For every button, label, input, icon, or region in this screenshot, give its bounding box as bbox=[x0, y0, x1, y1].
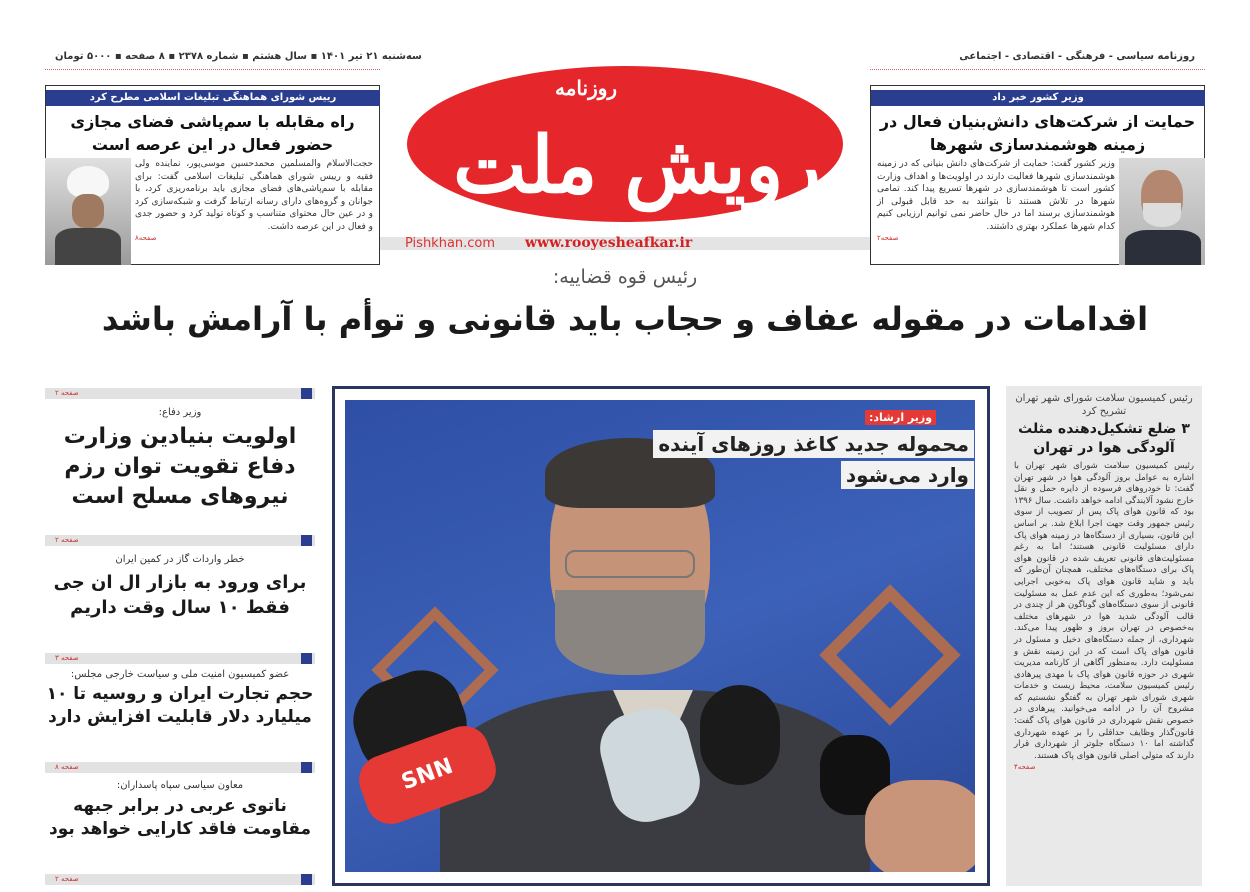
story-kicker: وزیر دفاع: bbox=[158, 407, 202, 418]
story-headline[interactable]: حمایت از شرکت‌های دانش‌بنیان فعال در زمینه هوشمندسازی شهرها bbox=[879, 112, 1196, 154]
beard bbox=[555, 590, 705, 675]
story-body: رئیس کمیسیون سلامت شورای شهر تهران با اشاره به عوامل بروز آلودگی هوا در شهر تهران گفت: تا خودروهای فرسوده از دایره حمل و نقل خارج نشود آلایندگی ادامه خواهد داشت. سال ۱۳۹۶ بود که قانون هوای پاک پس از تصویب از سوی رئیس جمهور وقت جهت اجرا ابلاغ شد. بر اساس این قانون، بسیاری از دستگاه‌ها در زمینه هوای پاک دارای مسئولیت قانونی هستند؛ اما به رغم مسئولیت‌های قانونی تعریف شده در قانون هوای پاک برای دستگاه‌های مختلف، همچنان آن‌طور که باید و شاید قانون هوای پاک به‌خوبی اجرایی نمی‌شود؛ به‌طوری که این عدم عمل به مسئولیت قانونی از سوی دستگاه‌های گوناگون هر از چندی در قالب آلودگی شدید هوا در شهرهای مختلف به‌خصوص در تهران بروز و ظهور پیدا می‌کند. شهرداری، از جمله دستگاه‌های دخیل و مسئول در قانون هوای پاک است که در این زمینه نقش و مسئولیت دارد. به‌منظور آگاهی از کارنامه مدیریت شهری در حوزه قانون هوای پاک با مهدی پیرهادی رئیس کمیسیون سلامت، محیط زیست و خدمات شهری شورای شهر تهران به گفتگو نشستیم که مشروح آن را در ادامه می‌خوانید. پیرهادی در خصوص نقش شهرداری در قانون هوای پاک گفت: قانون‌گذار وظایف حداقلی را بر عهده شهرداری گذاشته اما ۱۰ دستگاه جلوتر از شهرداری قرار دارند که متولی اصلی قانون هوای پاک هستند. bbox=[1014, 461, 1194, 761]
story-kicker: وزیر کشور خبر داد bbox=[871, 90, 1205, 106]
minister-photo bbox=[1119, 158, 1205, 265]
issue-info: سه‌شنبه ۲۱ تیر ۱۴۰۱ ▪ سال هشتم ▪ شماره ۲۳۷۸ ▪ ۸ صفحه ▪ ۵۰۰۰ تومان bbox=[55, 51, 422, 62]
story-kicker: رئیس کمیسیون سلامت شورای شهر تهران تشریح کرد bbox=[1015, 393, 1193, 417]
story-body-block bbox=[135, 158, 373, 243]
emblem-icon bbox=[819, 584, 960, 725]
right-column-story bbox=[1006, 386, 1202, 886]
newspaper-logo bbox=[405, 52, 845, 232]
section-bar bbox=[45, 653, 315, 664]
story-kicker: عضو کمیسیون امنیت ملی و سیاست خارجی مجلس: bbox=[70, 669, 290, 680]
section-bar bbox=[45, 388, 315, 399]
section-bar bbox=[45, 874, 315, 885]
snn-microphone: SNN bbox=[352, 719, 503, 831]
top-left-story bbox=[45, 85, 380, 265]
microphone bbox=[700, 685, 780, 785]
story-kicker: معاون سیاسی سپاه پاسداران: bbox=[116, 780, 244, 791]
story-headline[interactable]: برای ورود به بازار ال ان جی فقط ۱۰ سال وقت داریم bbox=[53, 572, 307, 618]
newspaper-tagline: روزنامه سیاسی - فرهنگی - اقتصادی - اجتماعی bbox=[959, 51, 1195, 62]
photo-headline-line1[interactable]: محموله جدید کاغذ روزهای آینده bbox=[653, 430, 974, 458]
main-headline[interactable]: اقدامات در مقوله عفاف و حجاب باید قانونی و توأم با آرامش باشد bbox=[101, 300, 1149, 338]
hand bbox=[865, 780, 975, 872]
page-ref[interactable]: صفحه ۲ bbox=[55, 536, 79, 544]
story-kicker: رییس شورای هماهنگی تبلیغات اسلامی مطرح کرد bbox=[46, 90, 380, 106]
section-bar bbox=[45, 762, 315, 773]
story-kicker: خطر واردات گاز در کمین ایران bbox=[115, 554, 245, 565]
logo-small-text: روزنامه bbox=[555, 76, 618, 100]
page-ref[interactable]: صفحه ۸ bbox=[55, 763, 79, 771]
page-ref[interactable]: صفحه۲ bbox=[877, 234, 899, 242]
story-headline[interactable]: حجم تجارت ایران و روسیه تا ۱۰ میلیارد دلار قابلیت افزایش دارد bbox=[46, 684, 314, 727]
story-body: حجت‌الاسلام والمسلمین محمدحسین موسی‌پور، نماینده ولی فقیه و رییس شورای هماهنگی تبلیغات اسلامی گفت: برای مقابله با سم‌پاشی‌های فضای مجازی باید برنامه‌ریزی کرد، با جوانان و گروه‌های دارای رسانه ارتباط گرفت و شبکه‌سازی کرد و در عین حال محتوای متناسب و کوتاه تولید کرد و حضور جدی و فعال در این عرصه داشت. bbox=[135, 159, 373, 232]
top-right-story bbox=[870, 85, 1205, 265]
page-ref[interactable]: صفحه۴ bbox=[1014, 763, 1036, 772]
photo-headline-line2[interactable]: وارد می‌شود bbox=[841, 461, 974, 489]
page-ref[interactable]: صفحه ۲ bbox=[55, 389, 79, 397]
section-bar bbox=[45, 535, 315, 546]
website-url[interactable]: www.rooyesheafkar.ir bbox=[525, 235, 693, 251]
main-kicker: رئیس قوه قضاییه: bbox=[552, 266, 698, 288]
story-body-block bbox=[1006, 458, 1202, 776]
cleric-photo bbox=[45, 158, 131, 265]
divider bbox=[870, 69, 1205, 70]
page-ref[interactable]: صفحه ۳ bbox=[55, 654, 79, 662]
story-headline[interactable]: ناتوی عربی در برابر جبهه مقاومت فاقد کارایی خواهد بود bbox=[49, 796, 311, 839]
page-ref[interactable]: صفحه۸ bbox=[135, 234, 157, 242]
story-body: وزیر کشور گفت: حمایت از شرکت‌های دانش بنیانی که در زمینه هوشمندسازی شهرها فعالیت دارند در اولویت‌ها و اهداف وزارت کشور است تا هوشمندسازی در شهرها تسریع پیدا کند. تمامی شهرها در تلاش هستند تا بتوانند به حد قابل قبولی از هوشمندسازی برسند اما در حال حاضر نمی توانیم ارزیابی کنیم کدام شهرها عملکرد بهتری داشتند. bbox=[877, 159, 1115, 232]
story-headline[interactable]: ۳ ضلع تشکیل‌دهنده مثلث آلودگی هوا در تهران bbox=[1018, 421, 1190, 456]
photo-kicker: وزیر ارشاد: bbox=[865, 410, 936, 425]
watermark: Pishkhan.com bbox=[405, 236, 496, 251]
page-ref[interactable]: صفحه ۲ bbox=[55, 875, 79, 883]
logo-wordmark: رویش ملت bbox=[453, 120, 821, 211]
story-headline[interactable]: اولویت بنیادین وزارت دفاع تقویت توان رزم نیروهای مسلح است bbox=[63, 424, 297, 509]
story-headline[interactable]: راه مقابله با سم‌پاشی فضای مجازی حضور فعال در این عرصه است bbox=[70, 112, 355, 154]
divider bbox=[45, 69, 380, 70]
story-body-block bbox=[877, 158, 1115, 243]
glasses bbox=[565, 550, 695, 578]
